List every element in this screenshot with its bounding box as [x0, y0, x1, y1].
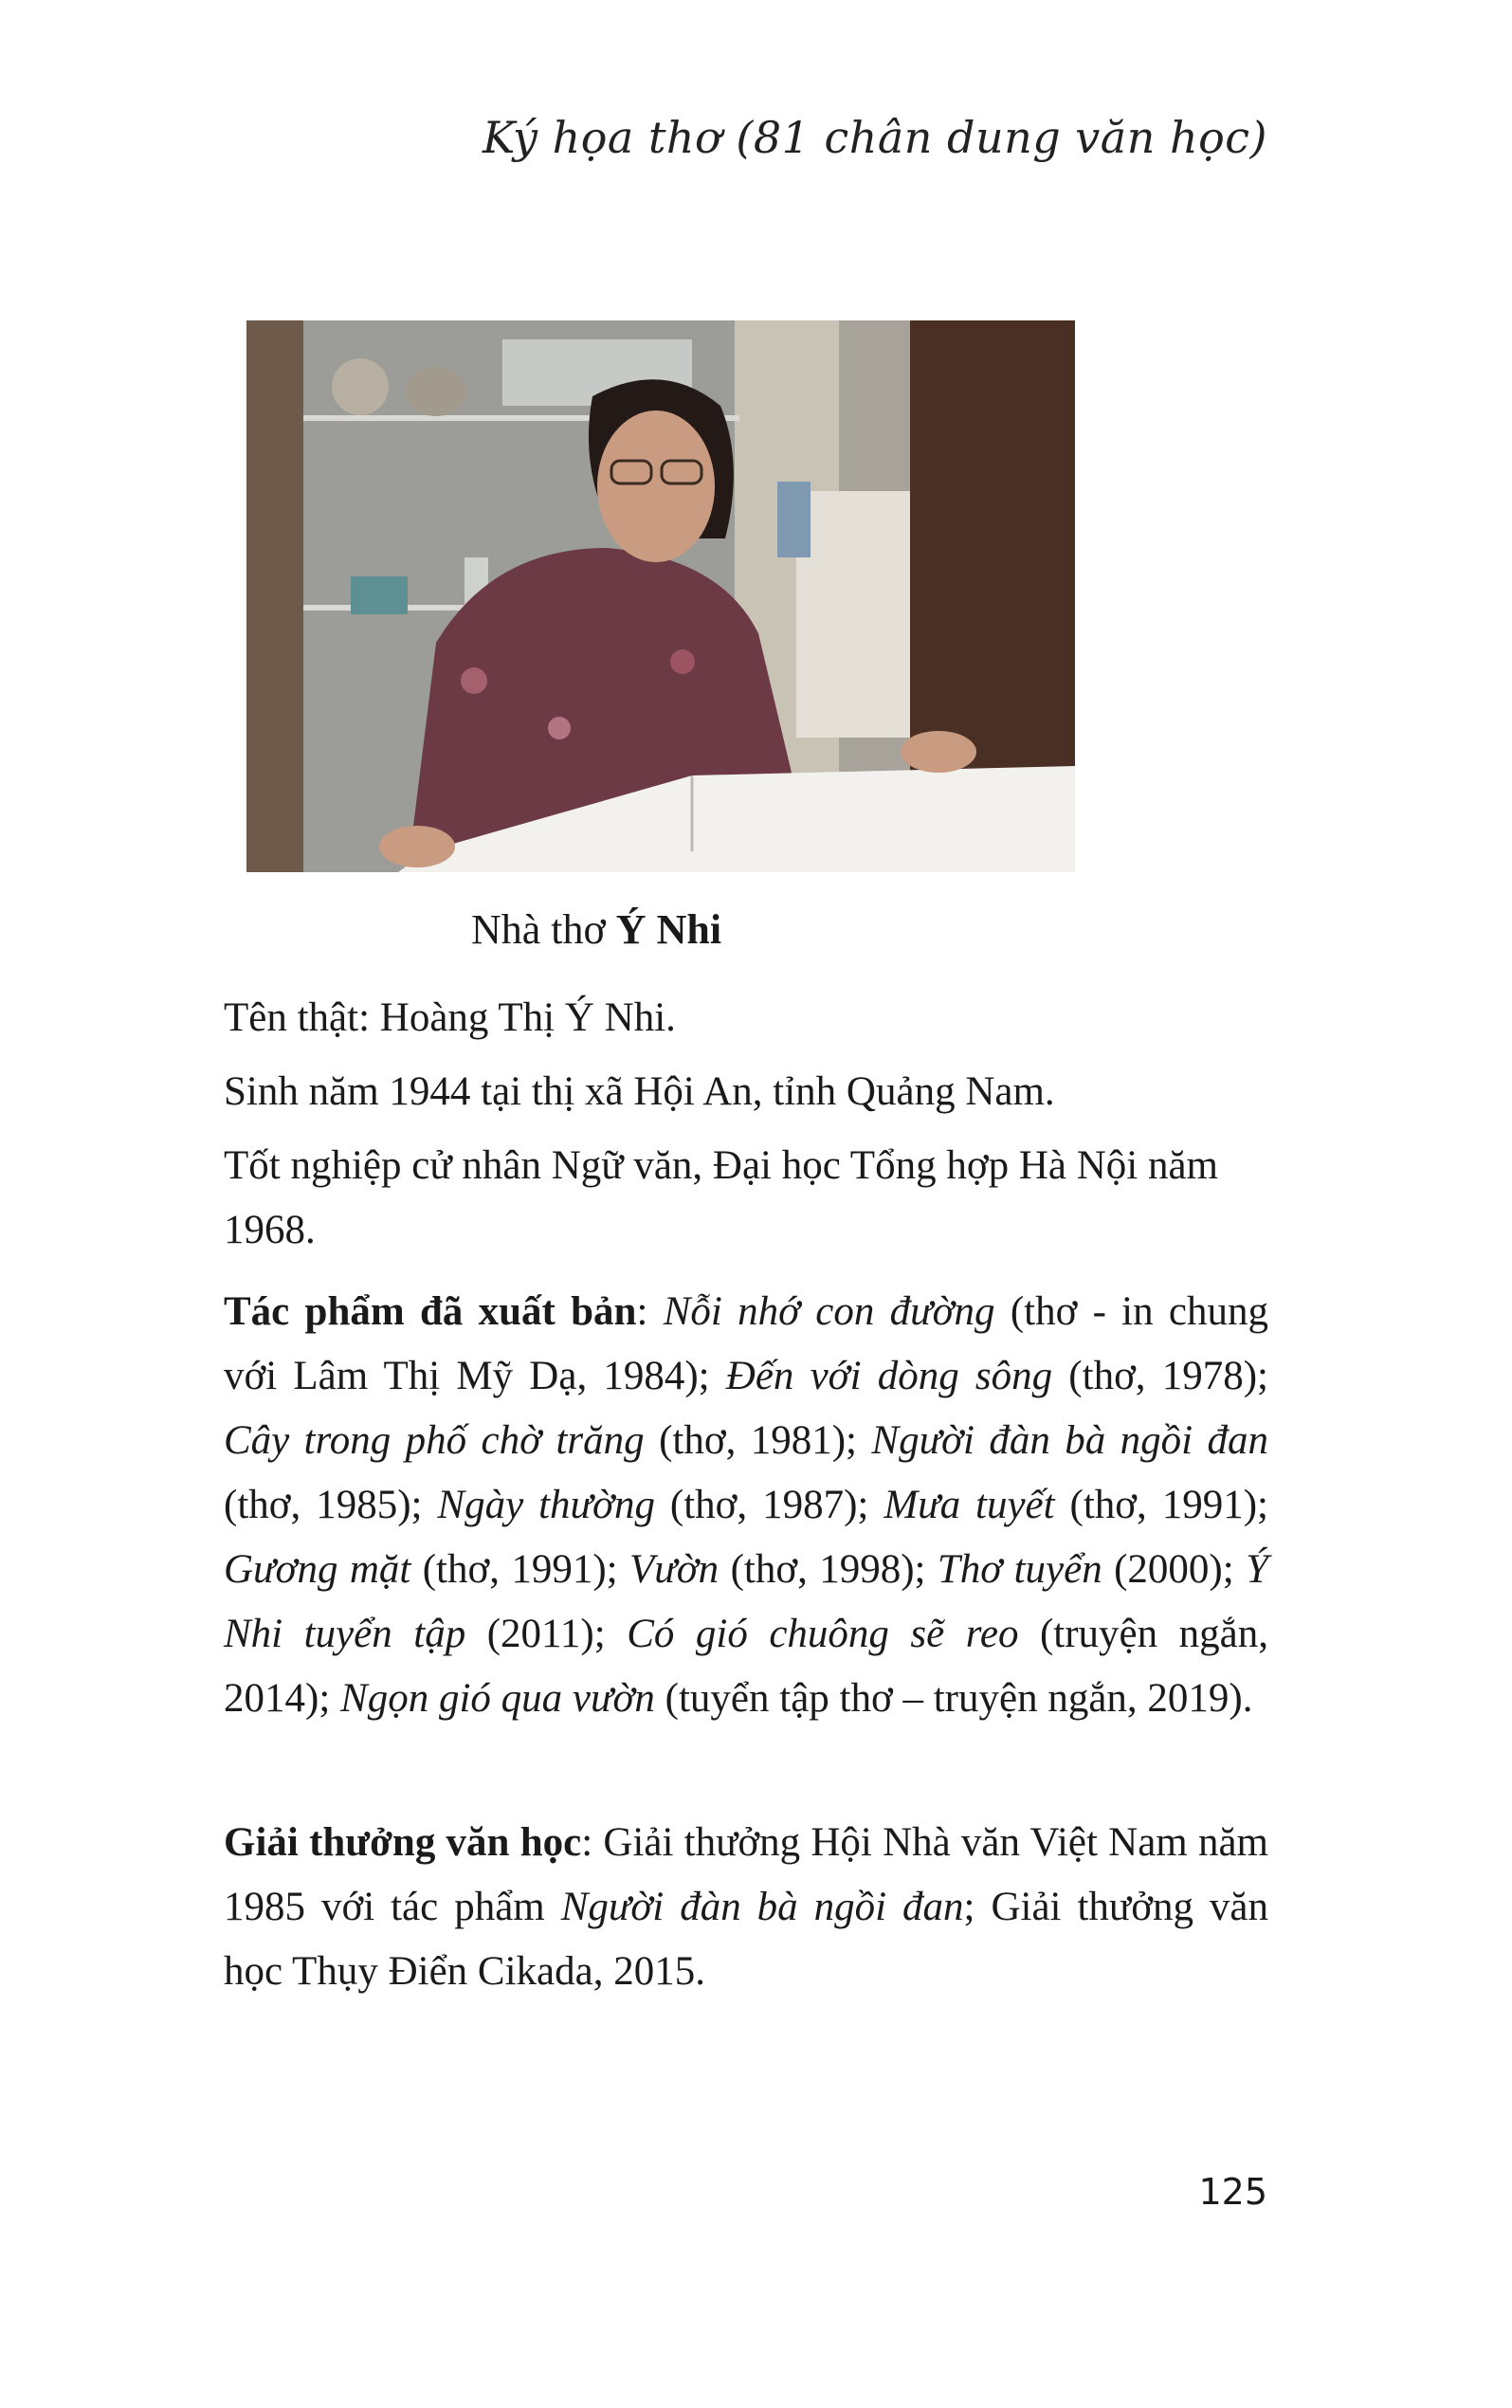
work-info: (thơ - in chung với Lâm Thị Mỹ Dạ, 1984); — [224, 1289, 1268, 1398]
work-info: (tuyển tập thơ – truyện ngắn, 2019). — [654, 1676, 1253, 1721]
face — [597, 410, 715, 562]
water-bottle — [777, 482, 811, 557]
work-title: Có gió chuông sẽ reo — [627, 1612, 1019, 1656]
cabinet-frame-left — [246, 320, 303, 872]
floral-pattern-2 — [548, 717, 571, 739]
awards-label: Giải thưởng văn học — [224, 1820, 582, 1865]
decorative-plate — [332, 358, 389, 415]
work-title: Vườn — [629, 1547, 720, 1592]
photo-caption — [471, 905, 721, 954]
works-sep: : — [636, 1289, 664, 1334]
awards-text-1: Giải thưởng Hội Nhà văn Việt Nam năm 1985 với tác phẩm — [224, 1820, 1268, 1929]
work-title: Gương mặt — [224, 1547, 411, 1592]
awards-paragraph — [224, 1811, 1268, 2004]
work-info: (thơ, 1987); — [654, 1483, 884, 1527]
awards-text-2: ; Giải thưởng văn học Thụy Điển Cikada, 2015. — [224, 1885, 1268, 1994]
awarded-work-title: Người đàn bà ngồi đan — [560, 1885, 964, 1929]
author-photo-illustration — [246, 320, 1075, 872]
work-info: (thơ, 1985); — [224, 1483, 438, 1527]
work-info: (thơ, 1981); — [644, 1418, 872, 1463]
work-title: Mưa tuyết — [884, 1483, 1055, 1527]
caption-prefix: Nhà thơ — [471, 906, 616, 953]
work-title: Ngày thường — [437, 1483, 655, 1527]
work-title: Ý Nhi tuyển tập — [224, 1547, 1269, 1656]
poet-name: Ý Nhi — [615, 906, 722, 953]
awards-sep: : — [581, 1820, 604, 1865]
work-info: (thơ, 1978); — [1052, 1354, 1268, 1398]
work-info: (2011); — [465, 1612, 628, 1656]
left-hand — [379, 826, 455, 867]
floral-pattern — [461, 667, 487, 694]
decorative-plate-2 — [406, 367, 466, 416]
works-label: Tác phẩm đã xuất bản — [224, 1289, 637, 1334]
work-title: Người đàn bà ngồi đan — [871, 1418, 1268, 1463]
work-title: Đến với dòng sông — [725, 1354, 1053, 1398]
work-info: (thơ, 1991); — [410, 1547, 630, 1592]
tile-wall — [796, 491, 920, 738]
right-hand — [901, 731, 976, 773]
work-title: Ngọn gió qua vườn — [340, 1676, 655, 1721]
birth-line: Sinh năm 1944 tại thị xã Hội An, tỉnh Quảng Nam. — [224, 1069, 1055, 1114]
work-info: (truyện ngắn, 2014); — [224, 1612, 1268, 1721]
author-photo — [246, 320, 1075, 872]
work-info: (2000); — [1102, 1547, 1247, 1592]
teapot — [351, 576, 408, 614]
floral-pattern-3 — [670, 649, 695, 674]
running-header: Ký họa thơ (81 chân dung văn học) — [483, 112, 1267, 163]
work-info: (thơ, 1991); — [1054, 1483, 1268, 1527]
work-title: Thơ tuyển — [937, 1547, 1102, 1592]
work-info: (thơ, 1998); — [719, 1547, 938, 1592]
page-number: 125 — [1198, 2171, 1267, 2213]
education-line: Tốt nghiệp cử nhân Ngữ văn, Đại học Tổng hợp Hà Nội năm 1968. — [224, 1143, 1218, 1252]
work-title: Cây trong phố chờ trăng — [224, 1418, 645, 1463]
work-title: Nỗi nhớ con đường — [663, 1289, 995, 1334]
real-name-line: Tên thật: Hoàng Thị Ý Nhi. — [224, 995, 676, 1040]
works-paragraph — [224, 1280, 1268, 1731]
